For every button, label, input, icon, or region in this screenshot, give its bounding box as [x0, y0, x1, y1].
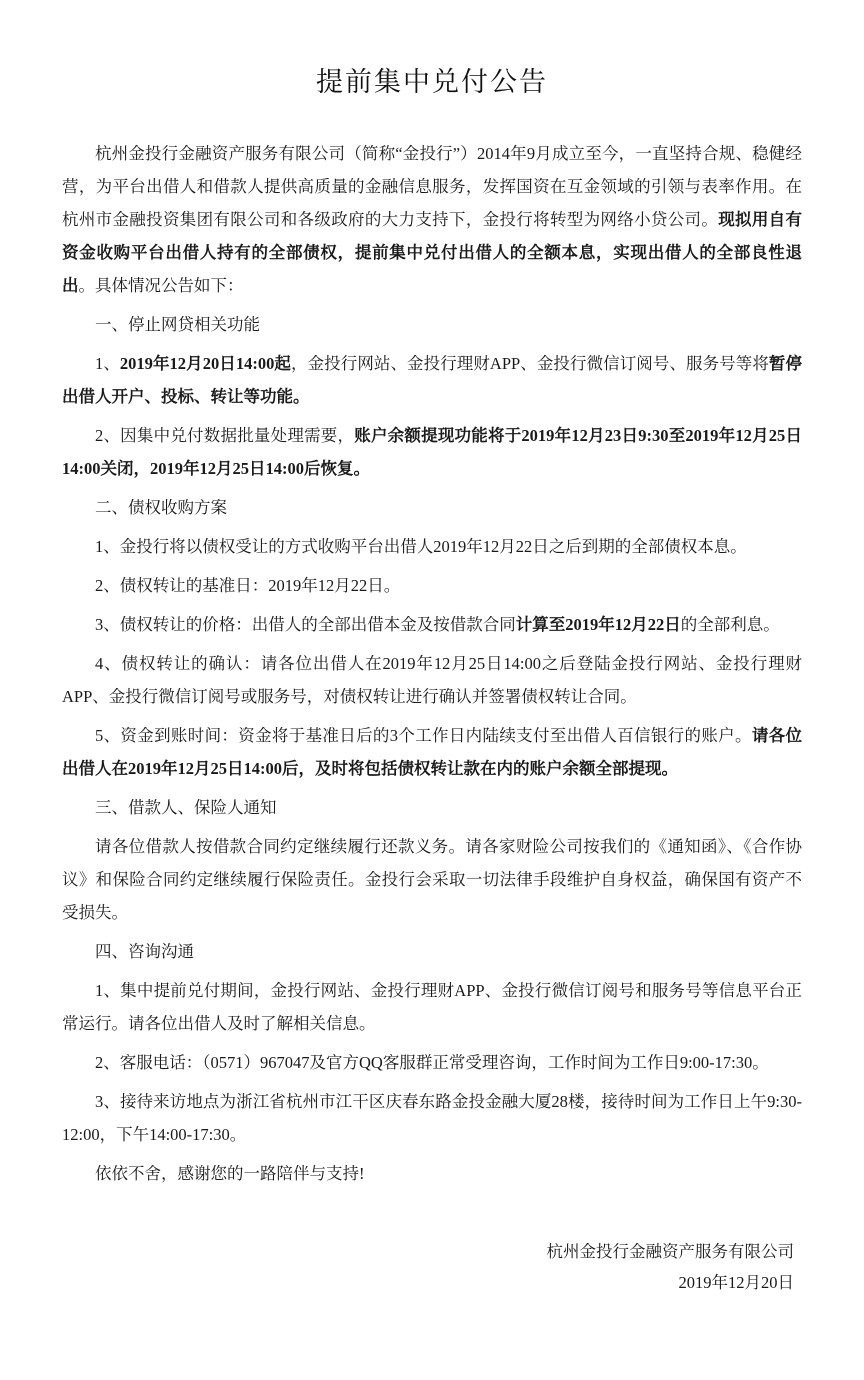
paragraph-section-4-item-3	[62, 1085, 802, 1151]
text-run: 1、集中提前兑付期间，金投行网站、金投行理财APP、金投行微信订阅号和服务号等信息平台正常运行。请各位出借人及时了解相关信息。	[62, 981, 802, 1033]
signature-date: 2019年12月20日	[678, 1273, 794, 1293]
paragraph-section-2-item-1	[62, 530, 802, 563]
text-run: 2019年12月20日14:00起	[119, 354, 292, 373]
paragraph-section-2-item-4	[62, 647, 802, 713]
text-run: 3、债权转让的价格：出借人的全部出借本金及按借款合同	[95, 615, 516, 634]
text-run: 的全部利息。	[680, 615, 780, 634]
paragraph-section-4-head	[62, 935, 802, 968]
text-run: 账户余额提现功能将于2019年12月23日9:30至2019年12月25日14:00关闭，2019年12月25日14:00后恢复。	[62, 426, 803, 478]
text-run: 1、金投行将以债权受让的方式收购平台出借人2019年12月22日之后到期的全部债权本息。	[95, 537, 747, 556]
text-run: 暂停出借人开户、投标、转让等功能。	[62, 354, 802, 406]
text-run: 3、接待来访地点为浙江省杭州市江干区庆春东路金投金融大厦28楼，接待时间为工作日上午9:30-12:00，下午14:00-17:30。	[62, 1092, 802, 1144]
text-run: 2、因集中兑付数据批量处理需要，	[95, 426, 355, 445]
text-run: 二、债权收购方案	[95, 498, 227, 517]
paragraph-section-2-item-3	[62, 608, 802, 641]
paragraph-section-2-head	[62, 491, 802, 524]
text-run: ，金投行网站、金投行理财APP、金投行微信订阅号、服务号等将	[291, 354, 769, 373]
text-run: 1、	[95, 354, 120, 373]
text-run: 四、咨询沟通	[95, 942, 194, 961]
signature-company: 杭州金投行金融资产服务有限公司	[546, 1242, 794, 1261]
text-run: 现拟用自有资金收购平台出借人持有的全部债权，提前集中兑付出借人的全额本息，实现出借人的全部良性退出	[62, 210, 803, 295]
text-run: 2、债权转让的基准日：2019年12月22日。	[95, 576, 401, 595]
text-run: 2、客服电话：（0571）967047及官方QQ客服群正常受理咨询，工作时间为工作日9:00-17:30。	[95, 1053, 769, 1072]
text-run: 5、资金到账时间：资金将于基准日后的3个工作日内陆续支付至出借人百信银行的账户。	[95, 726, 752, 745]
text-run: 。具体情况公告如下：	[78, 276, 244, 295]
text-run: 请各位借款人按借款合同约定继续履行还款义务。请各家财险公司按我们的《通知函》、《合作协议》和保险合同约定继续履行保险责任。金投行会采取一切法律手段维护自身权益，确保国有资产不受损失。	[62, 837, 802, 922]
signature-block	[62, 1236, 802, 1299]
text-run: 4、债权转让的确认：请各位出借人在2019年12月25日14:00之后登陆金投行网站、金投行理财APP、金投行微信订阅号或服务号，对债权转让进行确认并签署债权转让合同。	[62, 654, 802, 706]
text-run: 依依不舍，感谢您的一路陪伴与支持!	[95, 1164, 365, 1183]
paragraph-section-2-item-2	[62, 569, 802, 602]
text-run: 三、借款人、保险人通知	[95, 798, 277, 817]
paragraph-section-4-item-2	[62, 1046, 802, 1079]
text-run: 一、停止网贷相关功能	[95, 315, 260, 334]
paragraph-closing	[62, 1157, 802, 1190]
paragraph-section-1-head	[62, 308, 802, 341]
text-run: 计算至2019年12月22日	[515, 615, 681, 634]
paragraph-section-1-item-2	[62, 419, 802, 485]
text-run: 杭州金投行金融资产服务有限公司（简称“金投行”）2014年9月成立至今，一直坚持合规、稳健经营，为平台出借人和借款人提供高质量的金融信息服务，发挥国资在互金领域的引领与表率作用。在杭州市金融投资集团有限公司和各级政府的大力支持下，金投行将转型为网络小贷公司。	[62, 144, 802, 229]
paragraph-section-3-body	[62, 830, 802, 929]
paragraph-section-2-item-5	[62, 719, 802, 785]
document-body	[62, 137, 802, 1190]
paragraph-intro	[62, 137, 802, 302]
paragraph-section-4-item-1	[62, 974, 802, 1040]
page-title: 提前集中兑付公告	[316, 67, 548, 97]
text-run: 请各位出借人在2019年12月25日14:00后，及时将包括债权转让款在内的账户余额全部提现。	[62, 726, 803, 778]
paragraph-section-1-item-1	[62, 347, 802, 413]
paragraph-section-3-head	[62, 791, 802, 824]
